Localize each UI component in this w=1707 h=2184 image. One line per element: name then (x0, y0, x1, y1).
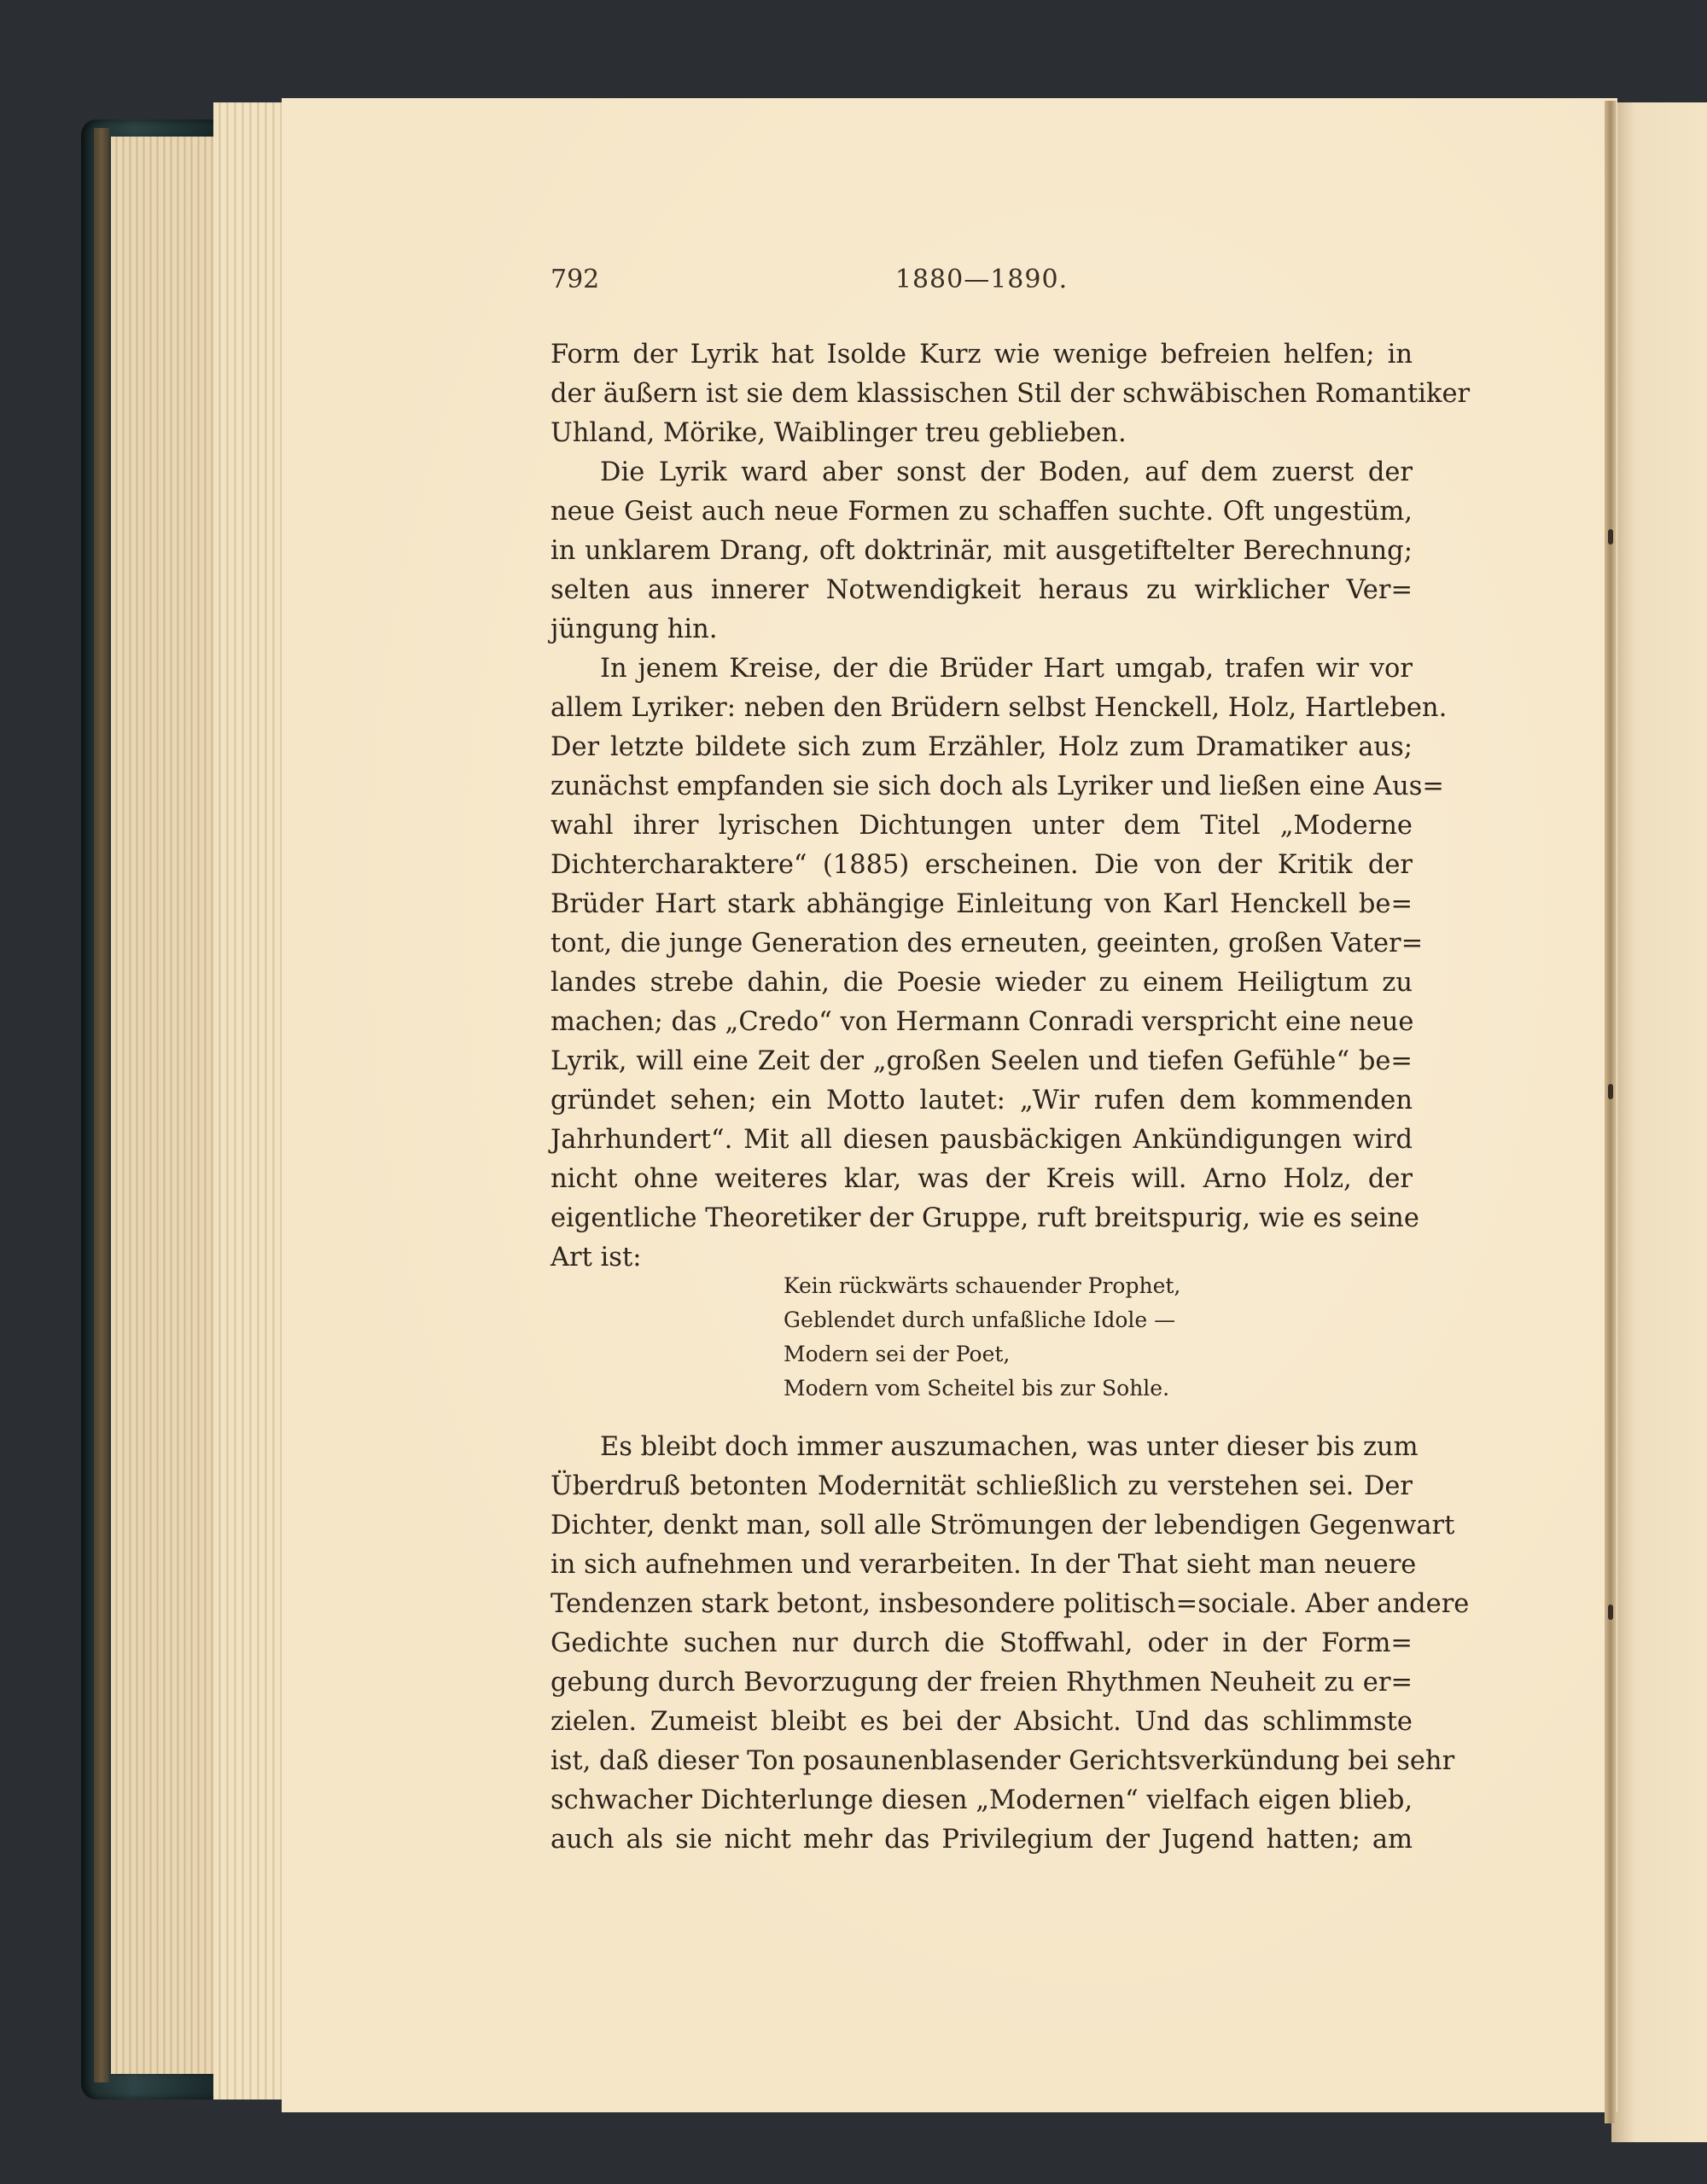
text-line: zielen. Zumeist bleibt es bei der Absicht. Und das schlimmste (551, 1707, 1413, 1737)
poem-line: Modern sei der Poet, (784, 1342, 1011, 1366)
text-line: Es bleibt doch immer auszumachen, was unter dieser bis zum (600, 1432, 1419, 1462)
text-line: neue Geist auch neue Formen zu schaffen suchte. Oft ungestüm, (551, 497, 1413, 527)
margin-mark (1608, 1084, 1613, 1099)
poem-line: Kein rückwärts schauender Prophet, (784, 1273, 1181, 1298)
text-line: Jahrhundert“. Mit all diesen pausbäckigen Ankündigungen wird (551, 1125, 1413, 1155)
text-line: Gedichte suchen nur durch die Stoffwahl, oder in der Form= (551, 1628, 1413, 1658)
text-line: Dichtercharaktere“ (1885) erscheinen. Die von der Kritik der (551, 850, 1413, 880)
poem-line: Geblendet durch unfaßliche Idole — (784, 1307, 1176, 1332)
text-line: der äußern ist sie dem klassischen Stil der schwäbischen Romantiker (551, 379, 1471, 409)
text-line: Tendenzen stark betont, insbesondere politisch=sociale. Aber andere (551, 1589, 1470, 1619)
text-line: Brüder Hart stark abhängige Einleitung von Karl Henckell be= (551, 889, 1413, 919)
text-line: selten aus innerer Notwendigkeit heraus zu wirklicher Ver= (551, 575, 1413, 605)
text-line: Uhland, Mörike, Waiblinger treu geblieben. (551, 418, 1127, 448)
body-text-lower (551, 1428, 1470, 1860)
text-line: machen; das „Credo“ von Hermann Conradi verspricht eine neue (551, 1007, 1414, 1037)
text-line: Form der Lyrik hat Isolde Kurz wie wenige befreien helfen; in (551, 340, 1413, 370)
text-line: Die Lyrik ward aber sonst der Boden, auf dem zuerst der (600, 457, 1413, 487)
text-line: Überdruß betonten Modernität schließlich zu verstehen sei. Der (551, 1471, 1413, 1501)
text-line: landes strebe dahin, die Poesie wieder zu einem Heiligtum zu (551, 968, 1413, 998)
text-line: ist, daß dieser Ton posaunenblasender Gerichtsverkündung bei sehr (551, 1746, 1455, 1776)
text-line: zunächst empfanden sie sich doch als Lyriker und ließen eine Aus= (551, 772, 1444, 801)
text-line: jüngung hin. (551, 614, 718, 644)
body-text-upper (551, 335, 1471, 1278)
page-number: 792 (551, 265, 600, 294)
text-line: Lyrik, will eine Zeit der „großen Seelen und tiefen Gefühle“ be= (551, 1046, 1413, 1076)
text-line: eigentliche Theoretiker der Gruppe, ruft breitspurig, wie es seine (551, 1203, 1419, 1233)
text-line: gründet sehen; ein Motto lautet: „Wir rufen dem kommenden (551, 1086, 1413, 1115)
poem-quote (784, 1269, 1381, 1406)
text-line: auch als sie nicht mehr das Privilegium der Jugend hatten; am (551, 1825, 1413, 1855)
text-line: Der letzte bildete sich zum Erzähler, Holz zum Dramatiker aus; (551, 732, 1413, 762)
margin-mark (1608, 529, 1613, 545)
text-line: gebung durch Bevorzugung der freien Rhythmen Neuheit zu er= (551, 1668, 1413, 1698)
binding-edge (94, 128, 109, 2082)
page-stack-inner (213, 102, 290, 2100)
page-header (551, 265, 1413, 299)
text-line: wahl ihrer lyrischen Dichtungen unter dem Titel „Moderne (551, 811, 1413, 841)
text-line: tont, die junge Generation des erneuten, geeinten, großen Vater= (551, 929, 1424, 958)
text-line: nicht ohne weiteres klar, was der Kreis will. Arno Holz, der (551, 1164, 1413, 1194)
text-line: in sich aufnehmen und verarbeiten. In der That sieht man neuere (551, 1550, 1417, 1580)
text-line: in unklarem Drang, oft doktrinär, mit ausgetiftelter Berechnung; (551, 536, 1413, 566)
opposite-page (1611, 102, 1707, 2142)
poem-line: Modern vom Scheitel bis zur Sohle. (784, 1376, 1170, 1401)
text-line: Art ist: (551, 1243, 642, 1273)
text-line: Dichter, denkt man, soll alle Strömungen der lebendigen Gegenwart (551, 1511, 1455, 1540)
page-gutter (1605, 101, 1617, 2123)
text-line: allem Lyriker: neben den Brüdern selbst Henckell, Holz, Hartleben. (551, 693, 1448, 723)
running-head: 1880—1890. (894, 265, 1069, 294)
text-line: schwacher Dichterlunge diesen „Modernen“ vielfach eigen blieb, (551, 1785, 1413, 1815)
margin-mark (1608, 1605, 1613, 1620)
text-line: In jenem Kreise, der die Brüder Hart umgab, trafen wir vor (600, 654, 1413, 684)
